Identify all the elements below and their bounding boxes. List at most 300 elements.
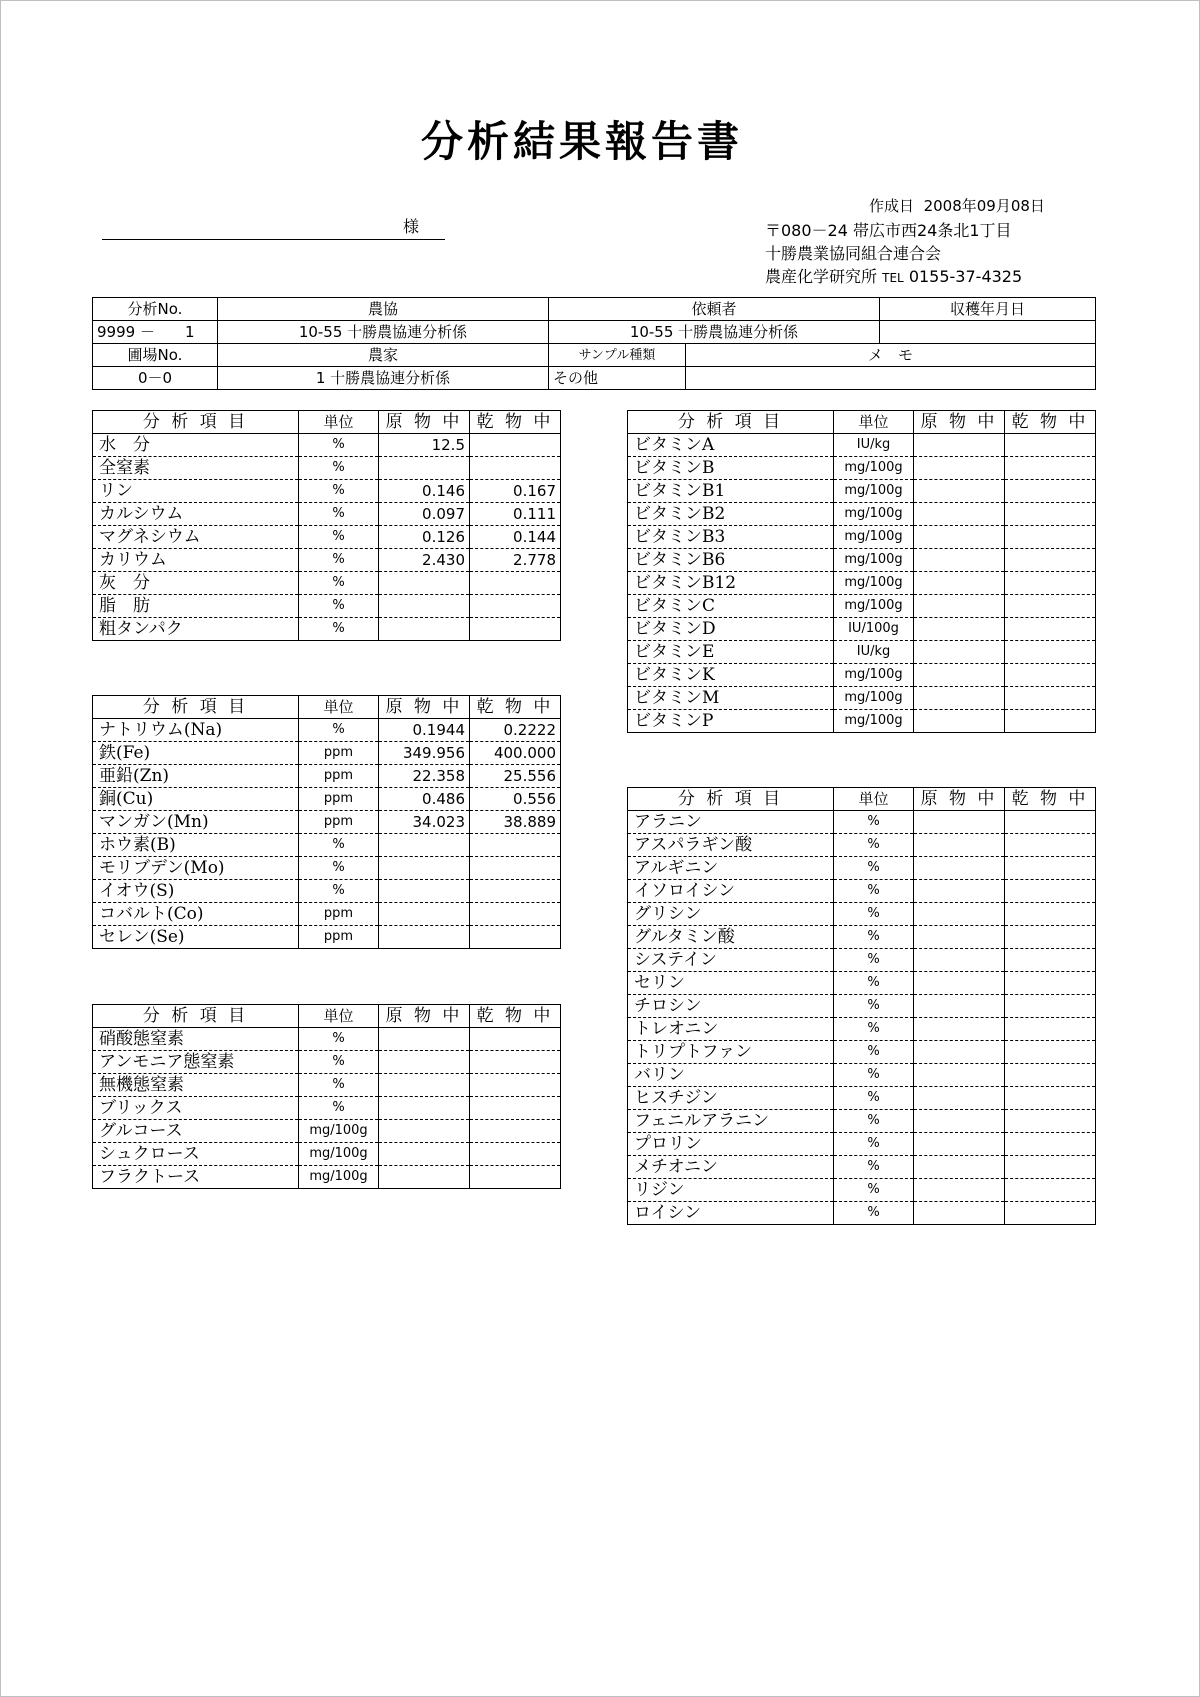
table-header-row bbox=[93, 411, 561, 434]
analysis-table-main bbox=[92, 410, 561, 641]
column-header-unit: 単位 bbox=[299, 411, 379, 434]
item-dry-value bbox=[470, 834, 561, 857]
item-dry-value bbox=[470, 1051, 561, 1074]
item-unit: IU/kg bbox=[834, 434, 914, 457]
item-unit: % bbox=[299, 880, 379, 903]
table-header-row bbox=[93, 1005, 561, 1028]
item-name: ビタミンB12 bbox=[628, 572, 834, 595]
item-name: ロイシン bbox=[628, 1202, 834, 1225]
item-dry-value bbox=[1005, 572, 1096, 595]
info-row-2 bbox=[93, 367, 1096, 390]
item-dry-value bbox=[1005, 549, 1096, 572]
column-header-item: 分 析 項 目 bbox=[93, 411, 299, 434]
sender-tel: 0155-37-4325 bbox=[908, 267, 1023, 286]
table-row bbox=[628, 903, 1096, 926]
item-name: シュクロース bbox=[93, 1143, 299, 1166]
item-dry-value bbox=[1005, 926, 1096, 949]
table-row bbox=[93, 1051, 561, 1074]
analysis-table-amino-acids bbox=[627, 787, 1096, 1225]
item-dry-value: 0.167 bbox=[470, 480, 561, 503]
table-row bbox=[628, 434, 1096, 457]
item-dry-value bbox=[470, 857, 561, 880]
created-date-line bbox=[869, 195, 1045, 216]
item-dry-value bbox=[470, 457, 561, 480]
item-unit: % bbox=[299, 1097, 379, 1120]
item-raw-value bbox=[914, 1087, 1005, 1110]
table-row bbox=[93, 1028, 561, 1051]
item-name: ナトリウム(Na) bbox=[93, 719, 299, 742]
item-raw-value bbox=[379, 1143, 470, 1166]
item-raw-value bbox=[914, 687, 1005, 710]
analysis-table-vitamins bbox=[627, 410, 1096, 733]
column-header-dry: 乾 物 中 bbox=[470, 696, 561, 719]
item-raw-value bbox=[379, 834, 470, 857]
item-dry-value bbox=[1005, 710, 1096, 733]
value-farmer: 1 十勝農協連分析係 bbox=[218, 367, 549, 390]
table-header-row bbox=[628, 788, 1096, 811]
table-row bbox=[628, 972, 1096, 995]
item-raw-value: 0.126 bbox=[379, 526, 470, 549]
item-raw-value: 349.956 bbox=[379, 742, 470, 765]
item-name: グルコース bbox=[93, 1120, 299, 1143]
item-unit: mg/100g bbox=[834, 595, 914, 618]
table-row bbox=[93, 834, 561, 857]
header-memo: メ モ bbox=[686, 344, 1096, 367]
column-header-dry: 乾 物 中 bbox=[1005, 411, 1096, 434]
table-row bbox=[628, 1156, 1096, 1179]
column-header-raw: 原 物 中 bbox=[914, 788, 1005, 811]
value-sample-type: その他 bbox=[549, 367, 686, 390]
item-raw-value bbox=[914, 857, 1005, 880]
item-raw-value bbox=[914, 526, 1005, 549]
item-dry-value: 0.144 bbox=[470, 526, 561, 549]
item-raw-value: 0.486 bbox=[379, 788, 470, 811]
item-raw-value bbox=[379, 880, 470, 903]
item-unit: ppm bbox=[299, 742, 379, 765]
item-unit: ppm bbox=[299, 903, 379, 926]
item-dry-value bbox=[1005, 1041, 1096, 1064]
table-row bbox=[628, 664, 1096, 687]
column-header-dry: 乾 物 中 bbox=[470, 411, 561, 434]
item-name: 灰 分 bbox=[93, 572, 299, 595]
item-unit: % bbox=[299, 503, 379, 526]
table-row bbox=[628, 526, 1096, 549]
item-raw-value bbox=[914, 434, 1005, 457]
header-field-no: 圃場No. bbox=[93, 344, 218, 367]
table-row bbox=[628, 857, 1096, 880]
item-raw-value bbox=[379, 595, 470, 618]
item-name: ホウ素(B) bbox=[93, 834, 299, 857]
table-row bbox=[628, 572, 1096, 595]
column-header-item: 分 析 項 目 bbox=[93, 1005, 299, 1028]
item-unit: % bbox=[834, 1087, 914, 1110]
item-raw-value bbox=[379, 1051, 470, 1074]
column-header-item: 分 析 項 目 bbox=[628, 788, 834, 811]
table-row bbox=[628, 1041, 1096, 1064]
table-row bbox=[628, 880, 1096, 903]
item-name: 硝酸態窒素 bbox=[93, 1028, 299, 1051]
item-unit: % bbox=[299, 480, 379, 503]
table-header-row bbox=[628, 411, 1096, 434]
item-unit: mg/100g bbox=[834, 710, 914, 733]
table-row bbox=[93, 480, 561, 503]
table-row bbox=[628, 1110, 1096, 1133]
header-coop: 農協 bbox=[218, 298, 549, 321]
item-raw-value bbox=[379, 926, 470, 949]
item-name: ビタミンB3 bbox=[628, 526, 834, 549]
item-raw-value bbox=[914, 1156, 1005, 1179]
item-name: アラニン bbox=[628, 811, 834, 834]
item-dry-value bbox=[470, 595, 561, 618]
item-name: 銅(Cu) bbox=[93, 788, 299, 811]
table-row bbox=[628, 926, 1096, 949]
info-header-row-2 bbox=[93, 344, 1096, 367]
item-unit: mg/100g bbox=[299, 1166, 379, 1189]
item-raw-value bbox=[379, 572, 470, 595]
item-unit: mg/100g bbox=[299, 1143, 379, 1166]
item-raw-value bbox=[914, 1133, 1005, 1156]
column-header-item: 分 析 項 目 bbox=[93, 696, 299, 719]
item-dry-value: 400.000 bbox=[470, 742, 561, 765]
item-raw-value bbox=[379, 1028, 470, 1051]
table-row bbox=[93, 618, 561, 641]
item-dry-value: 25.556 bbox=[470, 765, 561, 788]
header-analysis-no: 分析No. bbox=[93, 298, 218, 321]
item-unit: % bbox=[834, 926, 914, 949]
item-name: イソロイシン bbox=[628, 880, 834, 903]
table-row bbox=[93, 742, 561, 765]
item-unit: % bbox=[299, 549, 379, 572]
recipient-suffix: 様 bbox=[402, 217, 419, 236]
value-harvest-date bbox=[880, 321, 1096, 344]
value-memo bbox=[686, 367, 1096, 390]
item-unit: % bbox=[299, 572, 379, 595]
item-raw-value bbox=[914, 995, 1005, 1018]
item-raw-value: 0.146 bbox=[379, 480, 470, 503]
item-raw-value bbox=[914, 641, 1005, 664]
item-name: 脂 肪 bbox=[93, 595, 299, 618]
report-title: 分析結果報告書 bbox=[420, 117, 743, 166]
item-unit: % bbox=[299, 857, 379, 880]
item-raw-value bbox=[379, 857, 470, 880]
item-dry-value bbox=[1005, 457, 1096, 480]
header-harvest-date: 収穫年月日 bbox=[880, 298, 1096, 321]
item-name: ビタミンM bbox=[628, 687, 834, 710]
item-dry-value bbox=[1005, 903, 1096, 926]
header-farmer: 農家 bbox=[218, 344, 549, 367]
item-unit: % bbox=[834, 857, 914, 880]
item-dry-value bbox=[1005, 1087, 1096, 1110]
table-row bbox=[93, 903, 561, 926]
item-name: ビタミンA bbox=[628, 434, 834, 457]
value-analysis-no: 9999 － 1 bbox=[93, 321, 218, 344]
info-row-1 bbox=[93, 321, 1096, 344]
item-raw-value bbox=[914, 549, 1005, 572]
item-name: チロシン bbox=[628, 995, 834, 1018]
item-unit: % bbox=[299, 434, 379, 457]
table-row bbox=[93, 719, 561, 742]
item-dry-value bbox=[470, 1028, 561, 1051]
table-row bbox=[628, 480, 1096, 503]
item-raw-value: 0.1944 bbox=[379, 719, 470, 742]
item-dry-value bbox=[470, 434, 561, 457]
sender-address: 〒080－24 帯広市西24条北1丁目 bbox=[765, 221, 1012, 240]
item-raw-value bbox=[914, 1041, 1005, 1064]
column-header-raw: 原 物 中 bbox=[379, 696, 470, 719]
item-name: カルシウム bbox=[93, 503, 299, 526]
item-dry-value: 38.889 bbox=[470, 811, 561, 834]
item-dry-value bbox=[1005, 595, 1096, 618]
item-unit: % bbox=[834, 1202, 914, 1225]
table-row bbox=[628, 1064, 1096, 1087]
item-raw-value bbox=[379, 1097, 470, 1120]
table-row bbox=[628, 549, 1096, 572]
item-dry-value bbox=[1005, 1133, 1096, 1156]
column-header-unit: 単位 bbox=[299, 1005, 379, 1028]
item-raw-value: 22.358 bbox=[379, 765, 470, 788]
item-unit: % bbox=[834, 834, 914, 857]
item-unit: mg/100g bbox=[834, 503, 914, 526]
item-unit: IU/kg bbox=[834, 641, 914, 664]
item-unit: % bbox=[834, 1179, 914, 1202]
item-dry-value: 0.2222 bbox=[470, 719, 561, 742]
table-row bbox=[628, 687, 1096, 710]
item-unit: % bbox=[299, 1074, 379, 1097]
item-dry-value bbox=[470, 618, 561, 641]
item-raw-value bbox=[379, 903, 470, 926]
item-raw-value bbox=[914, 903, 1005, 926]
item-dry-value bbox=[1005, 1156, 1096, 1179]
item-unit: % bbox=[299, 1051, 379, 1074]
item-unit: mg/100g bbox=[834, 687, 914, 710]
item-name: ビタミンC bbox=[628, 595, 834, 618]
item-raw-value bbox=[914, 1018, 1005, 1041]
item-dry-value bbox=[470, 1097, 561, 1120]
column-header-unit: 単位 bbox=[299, 696, 379, 719]
item-raw-value bbox=[914, 1110, 1005, 1133]
item-unit: % bbox=[299, 834, 379, 857]
item-name: グリシン bbox=[628, 903, 834, 926]
item-name: ビタミンP bbox=[628, 710, 834, 733]
item-dry-value bbox=[1005, 834, 1096, 857]
item-name: ビタミンB1 bbox=[628, 480, 834, 503]
item-dry-value bbox=[1005, 1064, 1096, 1087]
created-label: 作成日 bbox=[869, 197, 915, 215]
item-unit: IU/100g bbox=[834, 618, 914, 641]
table-row bbox=[93, 1120, 561, 1143]
item-name: 鉄(Fe) bbox=[93, 742, 299, 765]
item-dry-value bbox=[470, 1143, 561, 1166]
item-name: アルギニン bbox=[628, 857, 834, 880]
item-name: コバルト(Co) bbox=[93, 903, 299, 926]
item-unit: ppm bbox=[299, 926, 379, 949]
table-row bbox=[93, 1074, 561, 1097]
table-row bbox=[628, 710, 1096, 733]
tel-label: TEL bbox=[882, 271, 904, 285]
column-header-raw: 原 物 中 bbox=[914, 411, 1005, 434]
item-raw-value bbox=[914, 926, 1005, 949]
item-dry-value bbox=[1005, 995, 1096, 1018]
item-unit: mg/100g bbox=[834, 480, 914, 503]
item-raw-value bbox=[914, 503, 1005, 526]
header-sample-type: サンプル種類 bbox=[549, 344, 686, 367]
item-name: バリン bbox=[628, 1064, 834, 1087]
item-unit: % bbox=[299, 618, 379, 641]
item-raw-value bbox=[914, 949, 1005, 972]
item-dry-value bbox=[1005, 1202, 1096, 1225]
table-row bbox=[93, 595, 561, 618]
sender-lab-line bbox=[765, 264, 1022, 287]
item-dry-value bbox=[1005, 618, 1096, 641]
item-unit: % bbox=[299, 526, 379, 549]
item-unit: % bbox=[299, 1028, 379, 1051]
table-row bbox=[93, 1097, 561, 1120]
column-header-unit: 単位 bbox=[834, 411, 914, 434]
item-name: マグネシウム bbox=[93, 526, 299, 549]
analysis-table-sugars bbox=[92, 1004, 561, 1189]
item-unit: ppm bbox=[299, 765, 379, 788]
item-raw-value bbox=[379, 457, 470, 480]
table-row bbox=[93, 857, 561, 880]
item-raw-value bbox=[379, 1074, 470, 1097]
item-dry-value bbox=[470, 880, 561, 903]
table-row bbox=[93, 811, 561, 834]
item-name: 亜鉛(Zn) bbox=[93, 765, 299, 788]
item-raw-value bbox=[914, 972, 1005, 995]
item-unit: % bbox=[834, 995, 914, 1018]
item-dry-value bbox=[470, 1166, 561, 1189]
item-unit: % bbox=[834, 903, 914, 926]
item-name: アスパラギン酸 bbox=[628, 834, 834, 857]
item-raw-value bbox=[914, 595, 1005, 618]
item-name: イオウ(S) bbox=[93, 880, 299, 903]
item-dry-value bbox=[1005, 949, 1096, 972]
item-unit: ppm bbox=[299, 788, 379, 811]
item-unit: % bbox=[834, 949, 914, 972]
item-raw-value bbox=[914, 572, 1005, 595]
item-name: トリプトファン bbox=[628, 1041, 834, 1064]
item-dry-value bbox=[1005, 880, 1096, 903]
table-row bbox=[628, 1202, 1096, 1225]
item-unit: mg/100g bbox=[834, 457, 914, 480]
table-header-row bbox=[93, 696, 561, 719]
table-row bbox=[93, 503, 561, 526]
item-dry-value bbox=[1005, 857, 1096, 880]
table-row bbox=[93, 765, 561, 788]
item-dry-value bbox=[470, 572, 561, 595]
item-name: リジン bbox=[628, 1179, 834, 1202]
item-dry-value bbox=[1005, 641, 1096, 664]
item-name: ビタミンE bbox=[628, 641, 834, 664]
item-dry-value bbox=[1005, 480, 1096, 503]
item-unit: % bbox=[834, 1018, 914, 1041]
column-header-raw: 原 物 中 bbox=[379, 411, 470, 434]
table-row bbox=[628, 641, 1096, 664]
item-name: トレオニン bbox=[628, 1018, 834, 1041]
item-raw-value bbox=[914, 480, 1005, 503]
item-raw-value: 34.023 bbox=[379, 811, 470, 834]
item-raw-value bbox=[914, 880, 1005, 903]
item-raw-value bbox=[914, 618, 1005, 641]
item-unit: % bbox=[834, 972, 914, 995]
table-row bbox=[93, 549, 561, 572]
item-unit: mg/100g bbox=[834, 572, 914, 595]
item-name: 無機態窒素 bbox=[93, 1074, 299, 1097]
item-name: ヒスチジン bbox=[628, 1087, 834, 1110]
item-raw-value bbox=[914, 1179, 1005, 1202]
item-dry-value bbox=[1005, 811, 1096, 834]
item-dry-value bbox=[1005, 972, 1096, 995]
table-row bbox=[628, 618, 1096, 641]
item-raw-value bbox=[914, 811, 1005, 834]
column-header-unit: 単位 bbox=[834, 788, 914, 811]
item-dry-value: 2.778 bbox=[470, 549, 561, 572]
column-header-raw: 原 物 中 bbox=[379, 1005, 470, 1028]
item-dry-value bbox=[1005, 503, 1096, 526]
table-row bbox=[93, 457, 561, 480]
analysis-table-minerals bbox=[92, 695, 561, 949]
table-row bbox=[628, 1087, 1096, 1110]
item-name: フラクトース bbox=[93, 1166, 299, 1189]
item-unit: % bbox=[299, 457, 379, 480]
item-raw-value bbox=[914, 1202, 1005, 1225]
item-name: セレン(Se) bbox=[93, 926, 299, 949]
value-requester: 10-55 十勝農協連分析係 bbox=[549, 321, 880, 344]
item-name: カリウム bbox=[93, 549, 299, 572]
sample-info-table-2 bbox=[92, 343, 1096, 390]
item-name: モリブデン(Mo) bbox=[93, 857, 299, 880]
item-dry-value bbox=[1005, 1110, 1096, 1133]
item-name: ビタミンB2 bbox=[628, 503, 834, 526]
item-unit: % bbox=[834, 880, 914, 903]
item-name: セリン bbox=[628, 972, 834, 995]
item-name: プロリン bbox=[628, 1133, 834, 1156]
item-raw-value bbox=[914, 457, 1005, 480]
table-row bbox=[628, 457, 1096, 480]
table-row bbox=[93, 926, 561, 949]
item-raw-value: 12.5 bbox=[379, 434, 470, 457]
item-dry-value bbox=[470, 1120, 561, 1143]
item-dry-value bbox=[470, 1074, 561, 1097]
item-name: ブリックス bbox=[93, 1097, 299, 1120]
item-dry-value bbox=[470, 903, 561, 926]
item-unit: % bbox=[834, 1156, 914, 1179]
item-raw-value bbox=[914, 834, 1005, 857]
item-unit: % bbox=[299, 595, 379, 618]
item-unit: % bbox=[834, 1110, 914, 1133]
table-row bbox=[628, 1018, 1096, 1041]
table-row bbox=[628, 595, 1096, 618]
table-row bbox=[628, 1133, 1096, 1156]
item-raw-value bbox=[914, 1064, 1005, 1087]
item-unit: % bbox=[834, 1133, 914, 1156]
item-name: 全窒素 bbox=[93, 457, 299, 480]
sample-info-table bbox=[92, 297, 1096, 344]
item-unit: % bbox=[834, 811, 914, 834]
item-name: システイン bbox=[628, 949, 834, 972]
item-raw-value: 2.430 bbox=[379, 549, 470, 572]
table-row bbox=[93, 526, 561, 549]
sender-lab: 農産化学研究所 bbox=[765, 267, 878, 286]
table-row bbox=[93, 788, 561, 811]
item-name: メチオニン bbox=[628, 1156, 834, 1179]
table-row bbox=[628, 1179, 1096, 1202]
table-row bbox=[93, 572, 561, 595]
table-row bbox=[93, 1143, 561, 1166]
item-dry-value bbox=[470, 926, 561, 949]
table-row bbox=[628, 811, 1096, 834]
item-dry-value: 0.111 bbox=[470, 503, 561, 526]
